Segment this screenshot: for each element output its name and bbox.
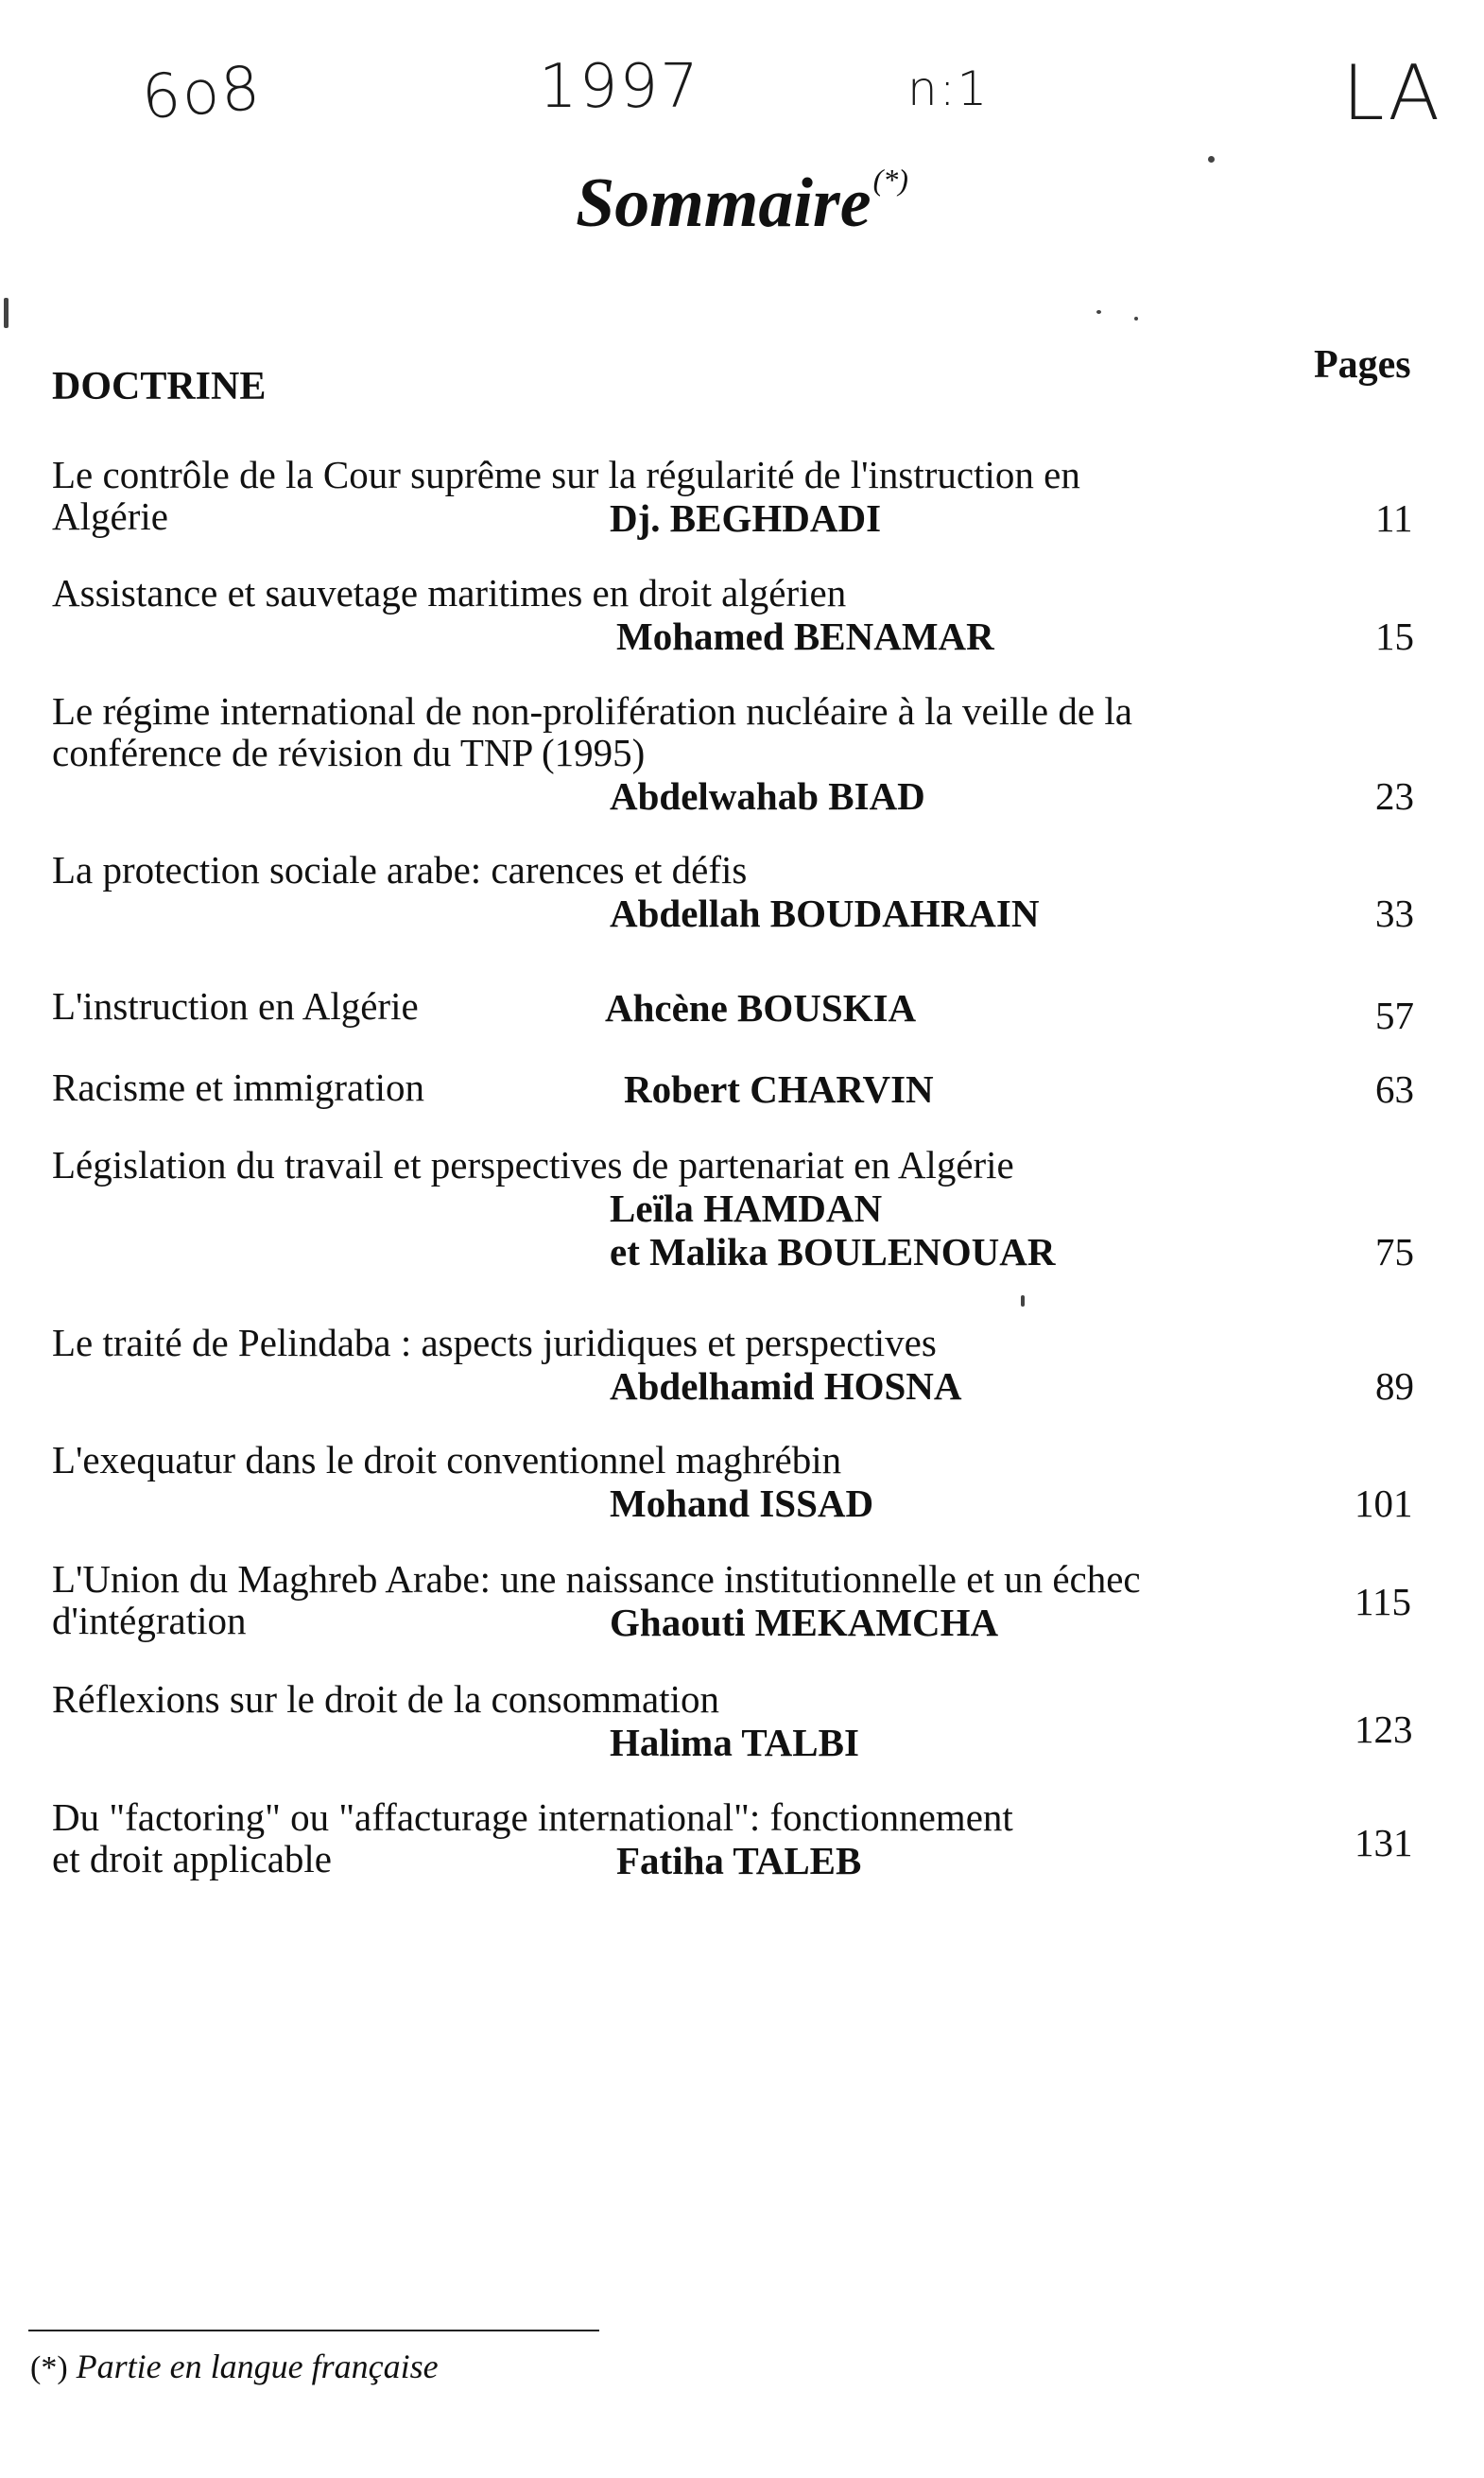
entry-page-number: 131 xyxy=(1355,1821,1413,1864)
handwritten-initials: LA xyxy=(1342,49,1442,137)
footnote-mark: (*) xyxy=(30,2350,68,2385)
entry-title-line: conférence de révision du TNP (1995) xyxy=(52,731,646,774)
entry-page-number: 23 xyxy=(1375,774,1414,818)
entry-page-number: 75 xyxy=(1375,1230,1414,1274)
entry-author: Robert CHARVIN xyxy=(624,1067,934,1111)
entry-page-number: 33 xyxy=(1375,892,1414,935)
entry-author: Ghaouti MEKAMCHA xyxy=(610,1601,999,1644)
entry-title-line: L'Union du Maghreb Arabe: une naissance institutionnelle et un échec xyxy=(52,1557,1141,1601)
toc-entry[interactable] xyxy=(52,1557,1432,1644)
toc-entry[interactable] xyxy=(52,984,1432,1037)
entry-page-number: 123 xyxy=(1355,1707,1413,1751)
entry-title-line: Le contrôle de la Cour suprême sur la régularité de l'instruction en xyxy=(52,453,1080,496)
entry-title-line: d'intégration xyxy=(52,1599,247,1642)
entry-author: Mohand ISSAD xyxy=(610,1482,874,1525)
scan-speck xyxy=(1208,156,1215,163)
entry-title-line: Le régime international de non-prolifération nucléaire à la veille de la xyxy=(52,689,1132,733)
toc-entry[interactable] xyxy=(52,1066,1432,1111)
toc-entry[interactable] xyxy=(52,848,1432,935)
entry-title-line: et droit applicable xyxy=(52,1837,332,1880)
entry-author: Abdellah BOUDAHRAIN xyxy=(610,892,1040,935)
entry-title-line: L'exequatur dans le droit conventionnel maghrébin xyxy=(52,1438,842,1482)
toc-entry[interactable] xyxy=(52,1796,1432,1880)
entry-author: Fatiha TALEB xyxy=(616,1839,862,1882)
entry-page-number: 57 xyxy=(1375,994,1414,1037)
scan-speck xyxy=(1096,310,1101,314)
entry-title-line: Algérie xyxy=(52,494,168,538)
entry-page-number: 63 xyxy=(1375,1067,1414,1111)
toc-entry[interactable] xyxy=(52,1143,1432,1274)
footnote-text: Partie en langue française xyxy=(76,2348,439,2385)
toc-entry[interactable] xyxy=(52,1438,1432,1525)
handwritten-archive-number: 6o8 xyxy=(139,53,265,134)
handwritten-issue-number: n:1 xyxy=(907,61,990,116)
entry-title-line: La protection sociale arabe: carences et défis xyxy=(52,848,748,892)
entry-author: Abdelwahab BIAD xyxy=(610,774,925,818)
entry-title-line: L'instruction en Algérie xyxy=(52,984,419,1028)
entry-author: et Malika BOULENOUAR xyxy=(610,1230,1056,1274)
entry-author: Leïla HAMDAN xyxy=(610,1187,883,1230)
entry-page-number: 11 xyxy=(1375,496,1413,540)
entry-page-number: 115 xyxy=(1355,1580,1411,1623)
entry-author: Ahcène BOUSKIA xyxy=(605,986,917,1030)
title-footnote-mark: (*) xyxy=(872,163,908,197)
entry-page-number: 15 xyxy=(1375,615,1414,658)
entry-page-number: 89 xyxy=(1375,1364,1414,1408)
entry-title-line: Réflexions sur le droit de la consommation xyxy=(52,1677,719,1721)
toc-entry[interactable] xyxy=(52,689,1432,818)
entry-author: Abdelhamid HOSNA xyxy=(610,1364,962,1408)
pages-column-header: Pages xyxy=(1314,343,1411,387)
toc-entry[interactable] xyxy=(52,1677,1432,1764)
scan-speck xyxy=(4,298,9,328)
entry-title-line: Racisme et immigration xyxy=(52,1066,424,1109)
entry-title-line: Assistance et sauvetage maritimes en droit algérien xyxy=(52,571,847,615)
toc-entry[interactable] xyxy=(52,453,1432,540)
handwritten-year: 1997 xyxy=(539,52,700,122)
entry-title-line: Législation du travail et perspectives de partenariat en Algérie xyxy=(52,1143,1014,1187)
scan-speck xyxy=(1134,317,1138,321)
entry-author: Dj. BEGHDADI xyxy=(610,496,882,540)
footnote xyxy=(30,2347,439,2386)
scan-speck xyxy=(1021,1295,1025,1307)
footnote-rule xyxy=(28,2330,599,2331)
entry-author: Halima TALBI xyxy=(610,1721,859,1764)
toc-entry[interactable] xyxy=(52,1321,1432,1408)
section-heading: DOCTRINE xyxy=(52,365,267,408)
entry-page-number: 101 xyxy=(1355,1482,1413,1525)
page-title xyxy=(0,163,1484,244)
entry-title-line: Le traité de Pelindaba : aspects juridiques et perspectives xyxy=(52,1321,937,1364)
title-text: Sommaire xyxy=(576,165,871,242)
toc-entry[interactable] xyxy=(52,571,1432,658)
entry-author: Mohamed BENAMAR xyxy=(616,615,994,658)
entry-title-line: Du "factoring" ou "affacturage international": fonctionnement xyxy=(52,1795,1013,1839)
